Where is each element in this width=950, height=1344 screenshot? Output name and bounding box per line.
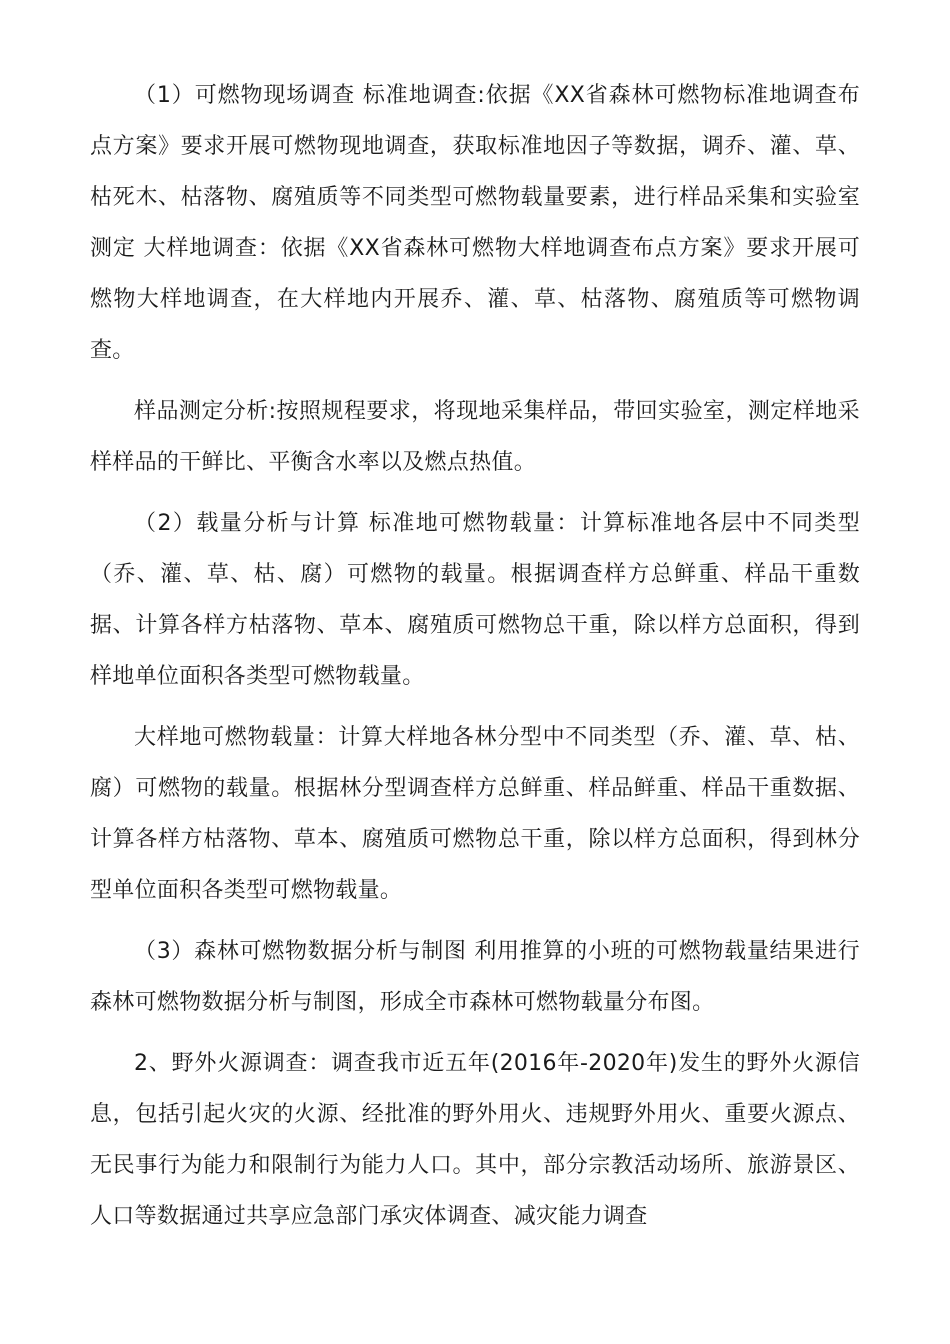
paragraph-fuel-mapping: （3）森林可燃物数据分析与制图 利用推算的小班的可燃物载量结果进行森林可燃物数据分析与制图，形成全市森林可燃物载量分布图。 bbox=[90, 939, 860, 1015]
paragraph-sample-analysis: 样品测定分析:按照规程要求，将现地采集样品，带回实验室，测定样地采样样品的干鲜比、平衡含水率以及燃点热值。 bbox=[90, 399, 860, 475]
paragraph-fire-source-survey: 2、野外火源调查：调查我市近五年(2016年-2020年)发生的野外火源信息，包括引起火灾的火源、经批准的野外用火、违规野外用火、重要火源点、无民事行为能力和限制行为能力人口。其中，部分宗教活动场所、旅游景区、人口等数据通过共享应急部门承灾体调查、减灾能力调查 bbox=[90, 1051, 860, 1229]
paragraph-fuel-field-survey: （1）可燃物现场调查 标准地调查:依据《XX省森林可燃物标准地调查布点方案》要求开展可燃物现地调查，获取标准地因子等数据，调乔、灌、草、枯死木、枯落物、腐殖质等不同类型可燃物载量要素，进行样品采集和实验室测定 大样地调查：依据《XX省森林可燃物大样地调查布点方案》要求开展可燃物大样地调查，在大样地内开展乔、灌、草、枯落物、腐殖质等可燃物调查。 bbox=[90, 83, 860, 363]
paragraph-large-plot-load: 大样地可燃物载量：计算大样地各林分型中不同类型（乔、灌、草、枯、腐）可燃物的载量。根据林分型调查样方总鲜重、样品鲜重、样品干重数据、计算各样方枯落物、草本、腐殖质可燃物总干重，除以样方总面积，得到林分型单位面积各类型可燃物载量。 bbox=[90, 725, 860, 903]
document-page bbox=[90, 70, 860, 1252]
paragraph-load-calculation: （2）载量分析与计算 标准地可燃物载量：计算标准地各层中不同类型（乔、灌、草、枯、腐）可燃物的载量。根据调查样方总鲜重、样品干重数据、计算各样方枯落物、草本、腐殖质可燃物总干重，除以样方总面积，得到样地单位面积各类型可燃物载量。 bbox=[90, 511, 860, 689]
